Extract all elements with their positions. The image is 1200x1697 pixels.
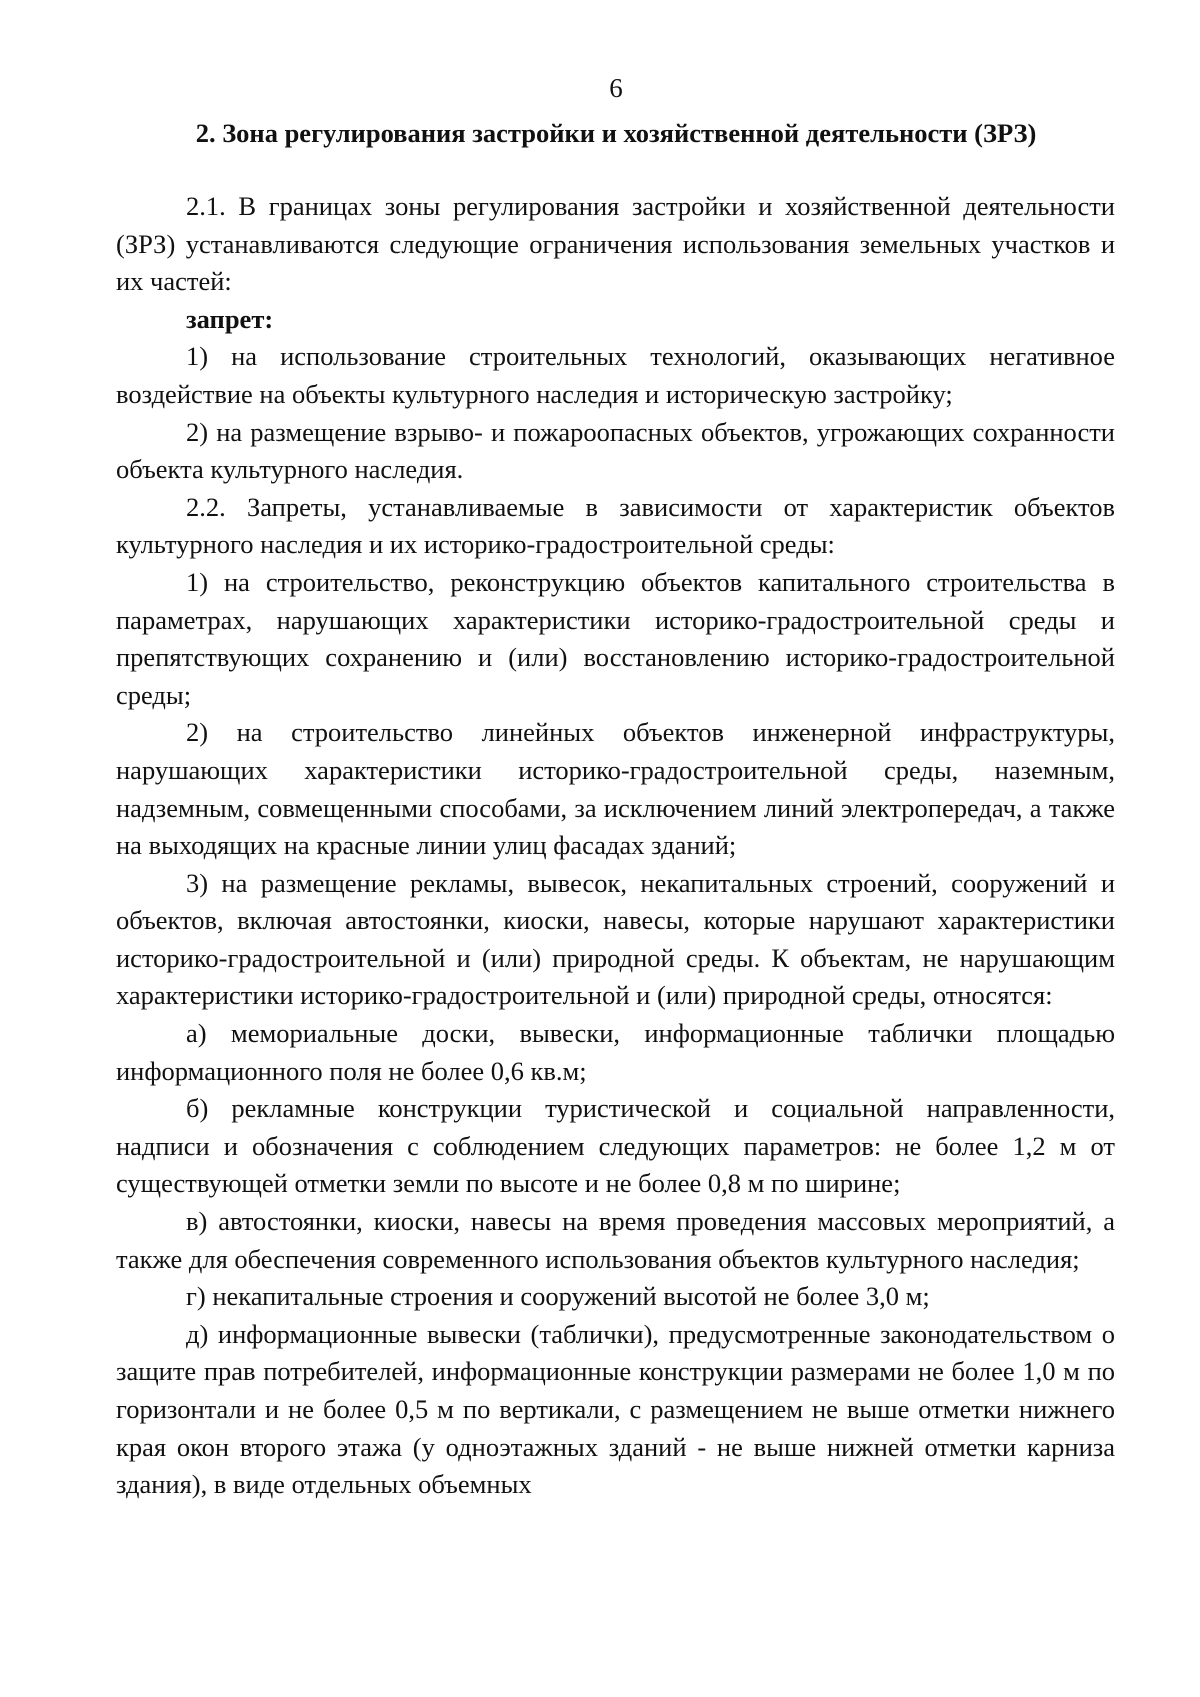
paragraph-subitem-d: д) информационные вывески (таблички), предусмотренные законодательством о защите прав потребителей, информационные конструкции размерами не более 1,0 м по горизонтали и не более 0,5 м по вертикали, с размещением не выше отметки нижнего края окон второго этажа (у одноэтажных зданий - не выше нижней отметки карниза здания), в виде отдельных объемных (116, 1318, 1115, 1500)
paragraph-2-2-item-3: 3) на размещение рекламы, вывесок, некапитальных строений, сооружений и объектов, включая автостоянки, киоски, навесы, которые нарушают характеристики историко-градостроительной и (или) природной среды. К объектам, не нарушающим характеристики историко-градостроительной и (или) природной среды, относятся: (116, 867, 1115, 1011)
paragraph-subitem-b: б) рекламные конструкции туристической и социальной направленности, надписи и обозначения с соблюдением следующих параметров: не более 1,2 м от существующей отметки земли по высоте и не более 0,8 м по ширине; (116, 1093, 1115, 1199)
document-body (116, 188, 1115, 1504)
paragraph-prohibition-label: запрет: (186, 303, 274, 334)
section-heading: 2. Зона регулирования застройки и хозяйственной деятельности (ЗРЗ) (195, 118, 1037, 148)
paragraph-subitem-g: г) некапитальные строения и сооружений высотой не более 3,0 м; (186, 1281, 930, 1312)
paragraph-2-1: 2.1. В границах зоны регулирования застройки и хозяйственной деятельности (ЗРЗ) устанавливаются следующие ограничения использования земельных участков и их частей: (116, 191, 1115, 297)
paragraph-item-1: 1) на использование строительных технологий, оказывающих негативное воздействие на объекты культурного наследия и историческую застройку; (116, 341, 1115, 409)
paragraph-2-2-item-1: 1) на строительство, реконструкцию объектов капитального строительства в параметрах, нарушающих характеристики историко-градостроительной среды и препятствующих сохранению и (или) восстановлению историко-градостроительной среды; (116, 566, 1115, 710)
paragraph-item-2: 2) на размещение взрыво- и пожароопасных объектов, угрожающих сохранности объекта культурного наследия. (116, 416, 1115, 485)
paragraph-2-2-item-2: 2) на строительство линейных объектов инженерной инфраструктуры, нарушающих характеристики историко-градостроительной среды, наземным, надземным, совмещенными способами, за исключением линий электропередач, а также на выходящих на красные линии улиц фасадах зданий; (116, 717, 1115, 861)
paragraph-subitem-v: в) автостоянки, киоски, навесы на время проведения массовых мероприятий, а также для обеспечения современного использования объектов культурного наследия; (116, 1206, 1115, 1274)
paragraph-subitem-a: а) мемориальные доски, вывески, информационные таблички площадью информационного поля не более 0,6 кв.м; (116, 1018, 1115, 1086)
page-number: 6 (609, 73, 623, 103)
paragraph-2-2: 2.2. Запреты, устанавливаемые в зависимости от характеристик объектов культурного наследия и их историко-градостроительной среды: (116, 491, 1115, 560)
